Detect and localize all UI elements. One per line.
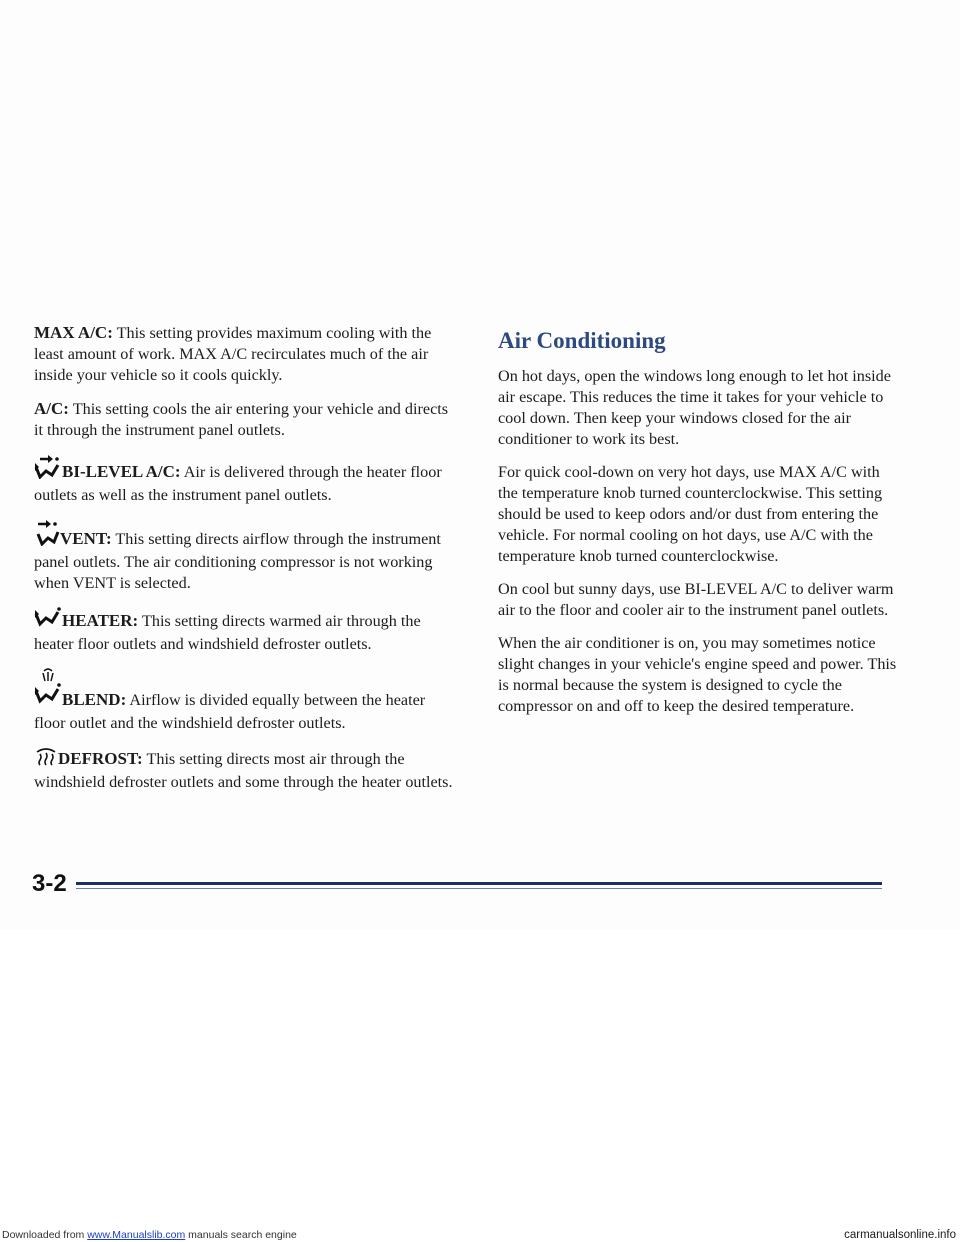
ac-paragraph-2: For quick cool-down on very hot days, use MAX A/C with the temperature knob turned counterclockwise. This setting should be used to keep odors and/or dust from entering the vehicle. For normal cooling on hot days, use A/C with the temperature knob turned counterclockwise.	[498, 463, 883, 565]
manualslib-link[interactable]: www.Manualslib.com	[87, 1229, 186, 1241]
bilevel-paragraph	[34, 453, 454, 506]
ac-paragraph-4: When the air conditioner is on, you may sometimes notice slight changes in your vehicle's engine speed and power. This is normal because the system is designed to cycle the compressor on and off to keep the desired temperature.	[498, 634, 897, 715]
banner-suffix: manuals search engine	[185, 1229, 297, 1241]
heater-text: This setting directs warmed air through the heater floor outlets and windshield defroster outlets.	[34, 612, 421, 653]
bilevel-label: BI-LEVEL A/C:	[62, 462, 181, 481]
footer-rule	[76, 882, 882, 885]
left-column	[34, 322, 454, 805]
ac-label: A/C:	[34, 399, 69, 418]
blend-airflow-icon	[34, 667, 62, 713]
vent-airflow-icon	[34, 518, 60, 552]
defrost-text: This setting directs most air through the windshield defroster outlets and some through the heater outlets.	[34, 750, 453, 791]
max-ac-paragraph	[34, 322, 454, 386]
vent-label: VENT:	[60, 529, 112, 548]
blend-label: BLEND:	[62, 690, 127, 709]
banner-text	[2, 1228, 297, 1242]
ac-paragraph	[34, 398, 454, 441]
max-ac-label: MAX A/C:	[34, 323, 113, 342]
watermark-text: carmanualsonline.info	[844, 1229, 956, 1241]
footer-rule-thin	[76, 888, 882, 889]
vent-text: This setting directs airflow through the instrument panel outlets. The air conditioning compressor is not working when VENT is selected.	[34, 530, 441, 592]
right-column	[498, 322, 898, 729]
section-title: Air Conditioning	[498, 328, 666, 353]
bilevel-text: Air is delivered through the heater floor outlets as well as the instrument panel outlets.	[34, 463, 442, 504]
vent-paragraph	[34, 518, 454, 594]
heater-paragraph	[34, 606, 454, 655]
defrost-label: DEFROST:	[58, 749, 143, 768]
page-number: 3-2	[32, 870, 67, 897]
ac-paragraph-3: On cool but sunny days, use BI-LEVEL A/C to deliver warm air to the floor and cooler air to the instrument panel outlets.	[498, 580, 894, 619]
defrost-icon	[34, 746, 58, 772]
max-ac-text: This setting provides maximum cooling with the least amount of work. MAX A/C recirculates much of the air inside your vehicle so it cools quickly.	[34, 324, 432, 384]
ac-paragraph-1: On hot days, open the windows long enough to let hot inside air escape. This reduces the time it takes for your vehicle to cool down. Then keep your windows closed for the air conditioner to work its best.	[498, 367, 891, 448]
heater-airflow-icon	[34, 606, 62, 634]
bi-level-airflow-icon	[34, 453, 62, 485]
banner-prefix: Downloaded from	[2, 1229, 88, 1241]
blend-paragraph	[34, 667, 454, 734]
ac-text: This setting cools the air entering your vehicle and directs it through the instrument panel outlets.	[34, 400, 449, 439]
blend-text: Airflow is divided equally between the heater floor outlet and the windshield defroster outlets.	[34, 691, 426, 732]
defrost-paragraph	[34, 746, 454, 793]
download-banner	[0, 1228, 960, 1242]
heater-label: HEATER:	[62, 611, 139, 630]
